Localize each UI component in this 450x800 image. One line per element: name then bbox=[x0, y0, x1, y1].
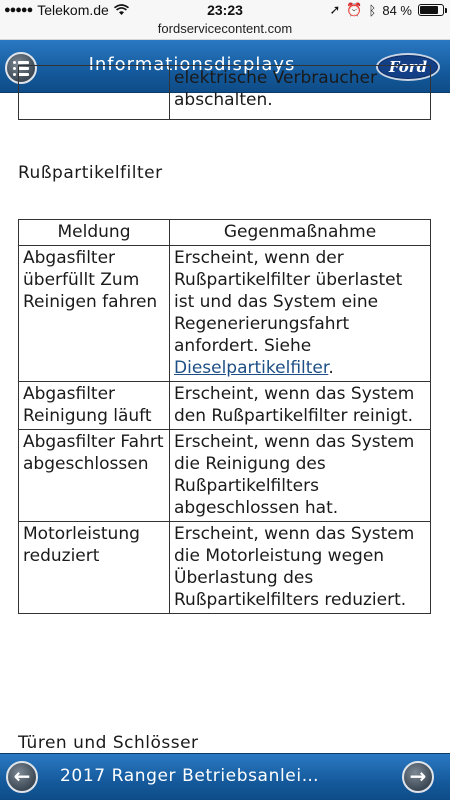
action-cell bbox=[170, 246, 431, 382]
battery-percent: 84 % bbox=[382, 2, 412, 18]
battery-icon bbox=[418, 4, 444, 16]
footer-nav bbox=[0, 753, 450, 800]
action-cell: Erscheint, wenn das System den Rußpartikelfilter reinigt. bbox=[170, 382, 431, 430]
address-bar[interactable]: fordservicecontent.com bbox=[0, 20, 450, 40]
message-cell: Motorleistung reduziert bbox=[19, 522, 170, 614]
messages-table bbox=[18, 219, 431, 614]
location-arrow-icon: ➚ bbox=[329, 2, 341, 17]
status-bar bbox=[0, 0, 450, 20]
page-title: Informationsdisplays bbox=[88, 54, 296, 75]
table-row bbox=[19, 246, 431, 382]
column-header-message: Meldung bbox=[19, 220, 170, 246]
table-header-row bbox=[19, 220, 431, 246]
message-cell: Abgasfilter Fahrt abgeschlossen bbox=[19, 430, 170, 522]
alarm-icon: ⏰ bbox=[346, 2, 363, 17]
ford-logo-text: Ford bbox=[388, 58, 428, 76]
table-row bbox=[19, 430, 431, 522]
next-page-button[interactable] bbox=[402, 761, 434, 793]
status-indicators bbox=[329, 2, 444, 18]
previous-table bbox=[18, 65, 431, 120]
table-cell bbox=[19, 66, 170, 120]
cell-text: elektrische Verbraucher bbox=[174, 68, 378, 88]
content-area[interactable] bbox=[0, 68, 450, 753]
message-cell: Abgasfilter überfüllt Zum Reinigen fahren bbox=[19, 246, 170, 382]
previous-page-button[interactable] bbox=[6, 761, 38, 793]
bluetooth-icon: ᛒ bbox=[368, 2, 377, 18]
column-header-action: Gegenmaßnahme bbox=[170, 220, 431, 246]
carrier-name: Telekom.de bbox=[37, 2, 109, 18]
list-icon bbox=[13, 61, 29, 64]
battery-level bbox=[420, 6, 438, 14]
message-cell: Abgasfilter Reinigung läuft bbox=[19, 382, 170, 430]
next-section-title: Türen und Schlösser bbox=[18, 733, 199, 753]
arrow-right-icon: → bbox=[409, 764, 427, 788]
arrow-left-icon: ← bbox=[13, 764, 31, 788]
action-suffix: . bbox=[328, 358, 334, 378]
manual-title[interactable]: 2017 Ranger Betriebsanlei… bbox=[60, 766, 320, 786]
action-cell: Erscheint, wenn das System die Motorleistung wegen Überlastung des Rußpartikelfilters reduziert. bbox=[170, 522, 431, 614]
cell-text: abschalten. bbox=[174, 90, 273, 110]
table-row bbox=[19, 382, 431, 430]
clock: 23:23 bbox=[207, 2, 243, 18]
action-cell: Erscheint, wenn das System die Reinigung des Rußpartikelfilters abgeschlossen hat. bbox=[170, 430, 431, 522]
table-row bbox=[19, 66, 431, 120]
section-title: Rußpartikelfilter bbox=[18, 163, 163, 183]
dieselpartikelfilter-link[interactable]: Dieselpartikelfilter bbox=[174, 358, 329, 378]
signal-strength-icon: ●●●●● bbox=[4, 4, 33, 16]
action-text: Erscheint, wenn der Rußpartikelfilter überlastet ist und das System eine Regenerierungsfahrt anfordert. Siehe bbox=[174, 248, 403, 356]
table-row bbox=[19, 522, 431, 614]
table-cell bbox=[170, 66, 431, 120]
